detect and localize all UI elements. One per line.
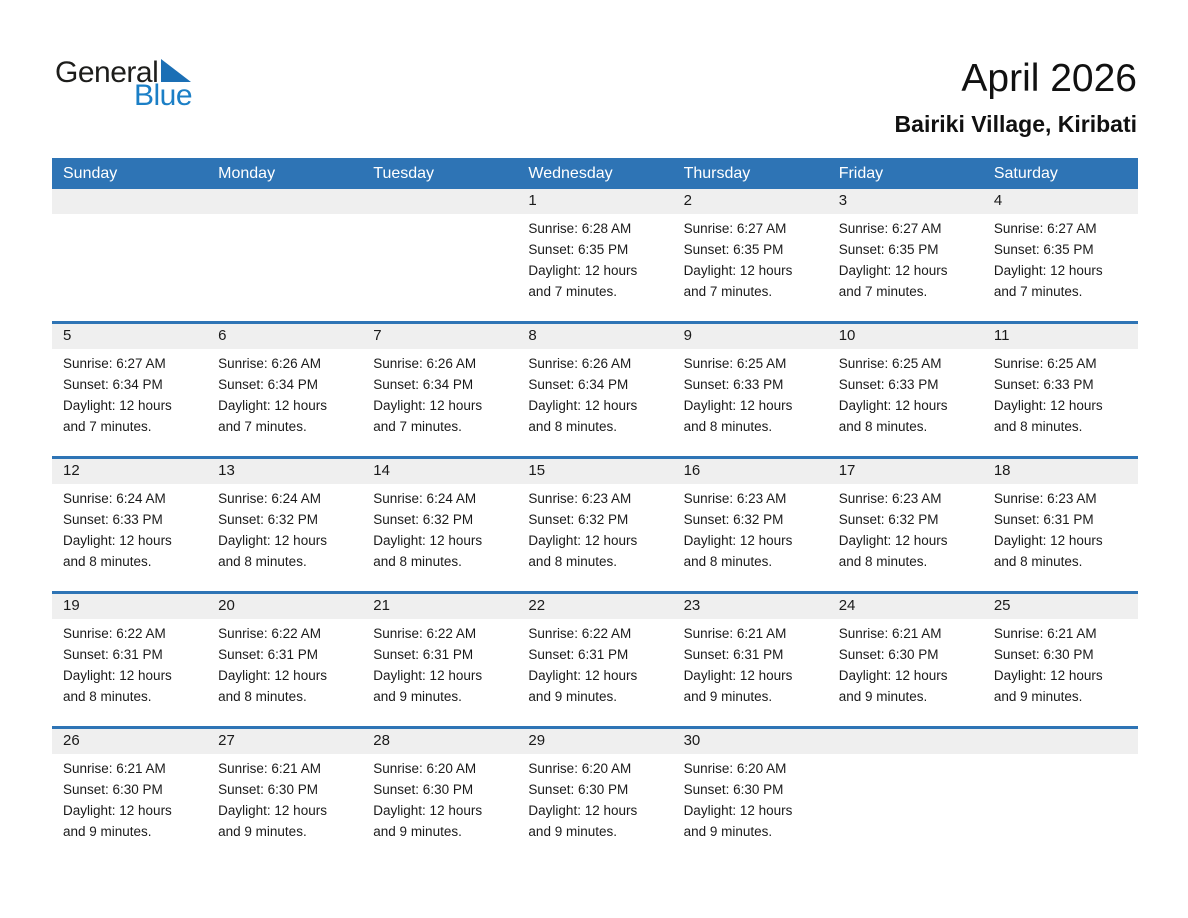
date-number-empty [52,189,207,214]
daylight-text: Daylight: 12 hours and 8 minutes. [63,533,172,569]
day-cell-3 [828,214,983,321]
daylight-text: Daylight: 12 hours and 8 minutes. [528,533,638,569]
week-body [52,754,1138,861]
day-cell-28 [362,754,517,861]
week-row-1 [52,189,1138,321]
day-cell-21 [362,619,517,726]
daylight-text: Daylight: 12 hours and 9 minutes. [993,668,1103,704]
date-number-13: 13 [218,462,235,479]
daylight-text: Daylight: 12 hours and 9 minutes. [683,803,793,839]
sunrise-text: Sunrise: 6:21 AM [993,626,1097,641]
daylight-text: Daylight: 12 hours and 9 minutes. [373,668,483,704]
calendar-table [52,158,1138,861]
sunset-text: Sunset: 6:31 PM [683,647,784,662]
title-block [895,58,1137,138]
daylight-text: Daylight: 12 hours and 7 minutes. [993,263,1103,299]
day-header-friday: Friday [838,164,884,182]
daylight-text: Daylight: 12 hours and 8 minutes. [993,533,1103,569]
date-number-18: 18 [993,462,1011,479]
sunset-text: Sunset: 6:33 PM [993,377,1094,392]
sunrise-text: Sunrise: 6:26 AM [373,356,477,371]
week-body [52,484,1138,591]
day-cell-25 [983,619,1138,726]
day-cell-22 [517,619,672,726]
day-cell-14 [362,484,517,591]
date-band [52,729,1138,754]
day-cell-11 [983,349,1138,456]
sunrise-text: Sunrise: 6:23 AM [838,491,942,506]
sunset-text: Sunset: 6:31 PM [528,647,629,662]
daylight-text: Daylight: 12 hours and 8 minutes. [838,398,948,434]
week-body [52,619,1138,726]
sunset-text: Sunset: 6:32 PM [838,512,939,527]
day-header-tuesday: Tuesday [373,164,435,182]
date-number-2: 2 [683,192,692,209]
day-cell-empty [207,214,362,321]
day-cell-6 [207,349,362,456]
week-row-3 [52,456,1138,591]
sunrise-text: Sunrise: 6:20 AM [528,761,632,776]
sunrise-text: Sunrise: 6:27 AM [63,356,166,371]
date-number-5: 5 [63,327,72,344]
date-number-empty [983,729,1138,754]
sunrise-text: Sunrise: 6:24 AM [218,491,321,506]
day-cell-9 [673,349,828,456]
date-number-14: 14 [373,462,390,479]
sunset-text: Sunset: 6:31 PM [993,512,1094,527]
sunrise-text: Sunrise: 6:27 AM [838,221,942,236]
date-number-15: 15 [528,462,546,479]
sunrise-text: Sunrise: 6:23 AM [993,491,1097,506]
daylight-text: Daylight: 12 hours and 9 minutes. [218,803,327,839]
day-cell-empty [828,754,983,861]
sunrise-text: Sunrise: 6:21 AM [63,761,166,776]
day-cell-23 [673,619,828,726]
date-number-21: 21 [373,597,390,614]
sunset-text: Sunset: 6:31 PM [373,647,474,662]
sunset-text: Sunset: 6:30 PM [993,647,1094,662]
day-cell-24 [828,619,983,726]
sunrise-text: Sunrise: 6:25 AM [683,356,787,371]
sunrise-text: Sunrise: 6:23 AM [683,491,787,506]
day-header-wednesday: Wednesday [528,164,613,182]
date-number-30: 30 [683,732,701,749]
date-number-12: 12 [63,462,80,479]
logo-text-general: General [55,56,159,89]
sunset-text: Sunset: 6:34 PM [63,377,163,392]
sunrise-text: Sunrise: 6:23 AM [528,491,632,506]
daylight-text: Daylight: 12 hours and 9 minutes. [838,668,948,704]
sunset-text: Sunset: 6:32 PM [528,512,629,527]
sunset-text: Sunset: 6:34 PM [528,377,629,392]
month-title: April 2026 [961,57,1137,100]
sunset-text: Sunset: 6:32 PM [218,512,318,527]
date-number-empty [828,729,983,754]
sunrise-text: Sunrise: 6:25 AM [993,356,1097,371]
daylight-text: Daylight: 12 hours and 8 minutes. [838,533,948,569]
date-number-27: 27 [218,732,235,749]
date-number-22: 22 [528,597,546,614]
sunset-text: Sunset: 6:35 PM [683,242,784,257]
day-cell-19 [52,619,207,726]
sunset-text: Sunset: 6:34 PM [373,377,474,392]
sunrise-text: Sunrise: 6:22 AM [528,626,632,641]
week-row-4 [52,591,1138,726]
day-cell-empty [983,754,1138,861]
sunrise-text: Sunrise: 6:27 AM [993,221,1097,236]
sunset-text: Sunset: 6:35 PM [838,242,939,257]
sunrise-text: Sunrise: 6:28 AM [528,221,632,236]
sunset-text: Sunset: 6:30 PM [683,782,784,797]
sunset-text: Sunset: 6:35 PM [993,242,1094,257]
week-body [52,214,1138,321]
daylight-text: Daylight: 12 hours and 9 minutes. [373,803,483,839]
day-cell-29 [517,754,672,861]
daylight-text: Daylight: 12 hours and 8 minutes. [63,668,172,704]
daylight-text: Daylight: 12 hours and 7 minutes. [218,398,327,434]
day-header-monday: Monday [218,164,276,182]
day-cell-12 [52,484,207,591]
sunrise-text: Sunrise: 6:25 AM [838,356,942,371]
daylight-text: Daylight: 12 hours and 8 minutes. [683,533,793,569]
date-number-17: 17 [838,462,856,479]
daylight-text: Daylight: 12 hours and 8 minutes. [528,398,638,434]
day-cell-20 [207,619,362,726]
sunrise-text: Sunrise: 6:26 AM [218,356,321,371]
day-header-saturday: Saturday [993,164,1058,182]
sunrise-text: Sunrise: 6:27 AM [683,221,787,236]
day-cell-2 [673,214,828,321]
date-number-empty [362,189,517,214]
day-cell-15 [517,484,672,591]
daylight-text: Daylight: 12 hours and 9 minutes. [683,668,793,704]
sunrise-text: Sunrise: 6:22 AM [218,626,321,641]
day-cell-empty [362,214,517,321]
sunset-text: Sunset: 6:30 PM [528,782,629,797]
day-cell-1 [517,214,672,321]
date-number-4: 4 [993,192,1003,209]
sunset-text: Sunset: 6:33 PM [838,377,939,392]
sunrise-text: Sunrise: 6:21 AM [838,626,942,641]
sunrise-text: Sunrise: 6:24 AM [373,491,477,506]
date-number-3: 3 [838,192,848,209]
location-subtitle: Bairiki Village, Kiribati [894,110,1137,137]
sunrise-text: Sunrise: 6:24 AM [63,491,166,506]
date-number-empty [207,189,362,214]
date-number-19: 19 [63,597,80,614]
day-cell-13 [207,484,362,591]
sunset-text: Sunset: 6:30 PM [373,782,474,797]
day-cell-7 [362,349,517,456]
sunset-text: Sunset: 6:30 PM [218,782,318,797]
sunrise-text: Sunrise: 6:21 AM [218,761,321,776]
day-header-sunday: Sunday [63,164,118,182]
general-blue-logo [55,58,275,111]
sunrise-text: Sunrise: 6:22 AM [63,626,166,641]
date-number-28: 28 [373,732,390,749]
daylight-text: Daylight: 12 hours and 7 minutes. [683,263,793,299]
sunset-text: Sunset: 6:30 PM [63,782,163,797]
day-cell-16 [673,484,828,591]
date-band [52,459,1138,484]
day-cell-17 [828,484,983,591]
sunset-text: Sunset: 6:32 PM [373,512,474,527]
week-body [52,349,1138,456]
sunset-text: Sunset: 6:32 PM [683,512,784,527]
day-header-row [52,158,1138,189]
sunset-text: Sunset: 6:33 PM [683,377,784,392]
calendar-grid [52,189,1138,861]
date-number-7: 7 [373,327,382,344]
day-cell-30 [673,754,828,861]
sunset-text: Sunset: 6:35 PM [528,242,629,257]
sunset-text: Sunset: 6:31 PM [218,647,318,662]
date-band [52,324,1138,349]
daylight-text: Daylight: 12 hours and 9 minutes. [63,803,172,839]
date-number-8: 8 [528,327,537,344]
day-cell-27 [207,754,362,861]
sunset-text: Sunset: 6:34 PM [218,377,318,392]
date-number-1: 1 [528,192,537,209]
day-cell-4 [983,214,1138,321]
date-number-20: 20 [218,597,235,614]
week-row-5 [52,726,1138,861]
date-number-24: 24 [838,597,856,614]
day-cell-18 [983,484,1138,591]
date-number-10: 10 [838,327,856,344]
date-number-16: 16 [683,462,701,479]
day-cell-10 [828,349,983,456]
date-number-25: 25 [993,597,1011,614]
daylight-text: Daylight: 12 hours and 8 minutes. [683,398,793,434]
daylight-text: Daylight: 12 hours and 8 minutes. [993,398,1103,434]
date-number-11: 11 [993,327,1010,344]
sunrise-text: Sunrise: 6:22 AM [373,626,477,641]
date-number-9: 9 [683,327,692,344]
sunrise-text: Sunrise: 6:26 AM [528,356,632,371]
sunrise-text: Sunrise: 6:20 AM [683,761,787,776]
daylight-text: Daylight: 12 hours and 7 minutes. [838,263,948,299]
day-cell-5 [52,349,207,456]
date-number-23: 23 [683,597,701,614]
date-number-6: 6 [218,327,227,344]
daylight-text: Daylight: 12 hours and 8 minutes. [218,533,327,569]
day-cell-8 [517,349,672,456]
sunset-text: Sunset: 6:30 PM [838,647,939,662]
daylight-text: Daylight: 12 hours and 8 minutes. [218,668,327,704]
daylight-text: Daylight: 12 hours and 8 minutes. [373,533,483,569]
daylight-text: Daylight: 12 hours and 7 minutes. [63,398,172,434]
week-row-2 [52,321,1138,456]
date-number-26: 26 [63,732,80,749]
sunrise-text: Sunrise: 6:21 AM [683,626,787,641]
date-band [52,189,1138,214]
day-cell-empty [52,214,207,321]
sunset-text: Sunset: 6:33 PM [63,512,163,527]
daylight-text: Daylight: 12 hours and 7 minutes. [528,263,638,299]
daylight-text: Daylight: 12 hours and 7 minutes. [373,398,483,434]
sunrise-text: Sunrise: 6:20 AM [373,761,477,776]
sunset-text: Sunset: 6:31 PM [63,647,163,662]
daylight-text: Daylight: 12 hours and 9 minutes. [528,803,638,839]
day-cell-26 [52,754,207,861]
daylight-text: Daylight: 12 hours and 9 minutes. [528,668,638,704]
date-number-29: 29 [528,732,546,749]
date-band [52,594,1138,619]
logo-text-blue: Blue [134,79,193,112]
day-header-thursday: Thursday [683,164,751,182]
